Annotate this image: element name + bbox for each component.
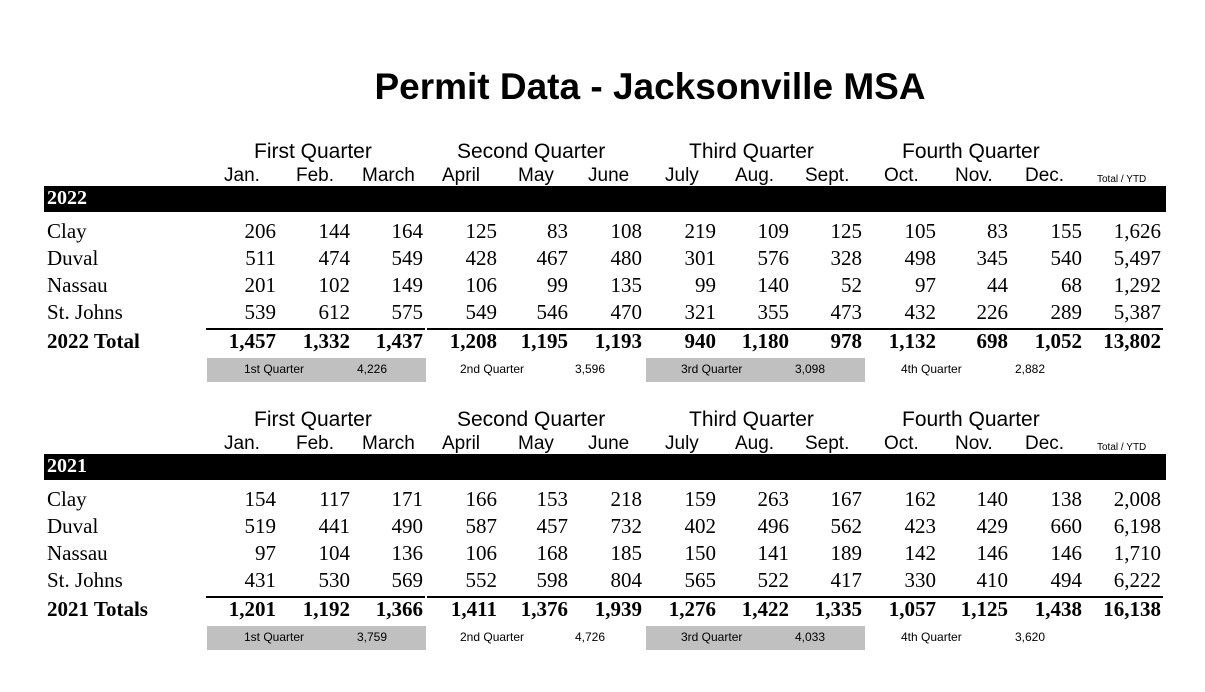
quarter-header: First Quarter [254,408,372,431]
totals-cell: 1,939 [594,597,642,621]
table-cell: 136 [391,541,423,565]
table-cell: 44 [987,273,1008,297]
table-cell: 457 [536,514,568,538]
month-header: Jan. [224,165,260,186]
table-cell: 167 [830,487,862,511]
table-cell: 612 [318,300,350,324]
table-cell: 441 [318,514,350,538]
table-cell: 219 [684,219,716,243]
county-label: Nassau [47,273,108,297]
quarter-summary-value: 4,726 [575,630,606,644]
quarter-summary-box [207,626,426,650]
quarter-summary-label: 1st Quarter [244,362,305,376]
table-cell: 117 [319,487,350,511]
table-cell: 109 [757,219,789,243]
totals-cell: 1,332 [302,329,350,353]
table-cell: 480 [610,246,642,270]
table-cell: 328 [830,246,862,270]
table-cell: 498 [904,246,936,270]
table-cell: 562 [830,514,862,538]
table-cell: 99 [547,273,568,297]
table-cell: 431 [244,568,276,592]
totals-row [0,597,1205,624]
quarter-summary-value: 2,882 [1015,362,1046,376]
quarter-header: Fourth Quarter [902,140,1040,163]
table-cell: 410 [976,568,1008,592]
quarter-header: First Quarter [254,140,372,163]
table-cell: 575 [391,300,423,324]
row-total-cell: 5,497 [1113,246,1161,270]
page-title: Permit Data - Jacksonville MSA [374,66,926,107]
table-cell: 289 [1050,300,1082,324]
row-total-cell: 2,008 [1113,487,1161,511]
table-cell: 732 [610,514,642,538]
totals-cell: 1,132 [888,329,936,353]
month-header: Dec. [1025,433,1065,454]
total-ytd-header: Total / YTD [1097,442,1147,453]
month-header: June [588,165,630,186]
totals-cell: 1,276 [668,597,716,621]
totals-cell: 1,193 [594,329,642,353]
totals-cell: 1,422 [741,597,789,621]
table-cell: 146 [976,541,1008,565]
quarter-summary-value: 3,098 [795,362,826,376]
totals-cell: 1,376 [520,597,568,621]
table-cell: 108 [610,219,642,243]
quarter-summary-box [865,358,1084,382]
table-row [0,300,1205,327]
table-cell: 587 [465,514,497,538]
table-cell: 218 [610,487,642,511]
quarter-summary-value: 4,226 [357,362,388,376]
table-cell: 97 [915,273,936,297]
totals-cell: 1,052 [1034,329,1082,353]
table-cell: 540 [1050,246,1082,270]
table-cell: 546 [536,300,568,324]
quarter-header: Third Quarter [689,140,814,163]
table-cell: 598 [536,568,568,592]
quarter-summary-box [207,358,426,382]
table-cell: 164 [391,219,423,243]
table-cell: 125 [830,219,862,243]
table-cell: 496 [757,514,789,538]
year-section-2022 [0,140,1205,376]
table-cell: 539 [244,300,276,324]
table-cell: 530 [318,568,350,592]
table-cell: 522 [757,568,789,592]
table-cell: 106 [465,541,497,565]
quarter-summary-value: 3,596 [575,362,606,376]
table-cell: 83 [987,219,1008,243]
month-header: Oct. [884,165,919,186]
row-total-cell: 1,710 [1113,541,1161,565]
table-row [0,568,1205,595]
quarter-header: Fourth Quarter [902,408,1040,431]
table-cell: 576 [757,246,789,270]
table-cell: 432 [904,300,936,324]
table-cell: 140 [757,273,789,297]
month-header: June [588,433,630,454]
table-cell: 402 [684,514,716,538]
quarter-summary-box [646,626,865,650]
table-cell: 159 [684,487,716,511]
totals-cell: 1,125 [960,597,1008,621]
table-cell: 52 [841,273,862,297]
table-cell: 470 [610,300,642,324]
table-cell: 345 [976,246,1008,270]
month-header: Oct. [884,433,919,454]
county-label: Clay [47,219,87,243]
table-cell: 804 [610,568,642,592]
month-header: May [518,165,554,186]
table-cell: 321 [684,300,716,324]
table-cell: 474 [318,246,350,270]
quarter-summary-box [646,358,865,382]
quarter-summary-value: 3,759 [357,630,388,644]
table-cell: 102 [318,273,350,297]
quarter-summary-box [427,626,646,650]
county-label: Nassau [47,541,108,565]
totals-cell: 698 [976,329,1008,353]
month-header: July [665,433,699,454]
county-label: Clay [47,487,87,511]
year-bar [44,186,1166,212]
table-cell: 171 [391,487,423,511]
table-cell: 83 [547,219,568,243]
totals-cell: 1,457 [228,329,276,353]
totals-cell: 1,192 [302,597,350,621]
totals-cell: 1,411 [450,597,497,621]
table-cell: 226 [976,300,1008,324]
month-header: Sept. [805,433,850,454]
grand-total-cell: 16,138 [1103,597,1161,621]
totals-cell: 1,057 [888,597,936,621]
table-row [0,514,1205,541]
table-cell: 473 [830,300,862,324]
table-row [0,273,1205,300]
table-cell: 105 [904,219,936,243]
row-total-cell: 1,292 [1113,273,1161,297]
table-cell: 519 [244,514,276,538]
county-label: Duval [47,246,99,270]
grand-total-cell: 13,802 [1103,329,1161,353]
table-cell: 549 [391,246,423,270]
table-cell: 206 [244,219,276,243]
table-row [0,541,1205,568]
table-cell: 490 [391,514,423,538]
table-cell: 168 [536,541,568,565]
row-total-cell: 1,626 [1113,219,1161,243]
table-cell: 99 [695,273,716,297]
table-cell: 189 [830,541,862,565]
month-header: April [442,165,481,186]
table-cell: 154 [244,487,276,511]
total-ytd-header: Total / YTD [1097,174,1147,185]
table-cell: 140 [976,487,1008,511]
month-header: Sept. [805,165,850,186]
table-cell: 141 [757,541,789,565]
table-cell: 138 [1050,487,1082,511]
month-header: Nov. [955,433,993,454]
quarter-header: Second Quarter [457,408,606,431]
county-label: St. Johns [47,568,123,592]
month-header: Aug. [735,165,775,186]
quarter-summary-label: 4th Quarter [901,630,962,644]
quarter-summary-box [865,626,1084,650]
table-cell: 142 [904,541,936,565]
quarter-summary-label: 3rd Quarter [681,630,743,644]
month-header: Aug. [735,433,775,454]
table-cell: 149 [391,273,423,297]
table-cell: 494 [1050,568,1082,592]
table-cell: 106 [465,273,497,297]
month-header: March [362,165,415,186]
table-cell: 150 [684,541,716,565]
table-row [0,246,1205,273]
table-cell: 511 [245,246,276,270]
month-header: Feb. [296,433,335,454]
totals-cell: 1,201 [228,597,276,621]
table-cell: 552 [465,568,497,592]
table-cell: 162 [904,487,936,511]
table-cell: 423 [904,514,936,538]
totals-cell: 1,195 [520,329,568,353]
month-header: April [442,433,481,454]
month-header: March [362,433,415,454]
table-cell: 125 [465,219,497,243]
table-cell: 428 [465,246,497,270]
table-cell: 144 [318,219,350,243]
table-cell: 467 [536,246,568,270]
table-cell: 155 [1050,219,1082,243]
table-cell: 153 [536,487,568,511]
table-cell: 97 [255,541,276,565]
table-row [0,219,1205,246]
table-cell: 660 [1050,514,1082,538]
row-total-cell: 5,387 [1113,300,1161,324]
totals-cell: 1,438 [1034,597,1082,621]
table-cell: 429 [976,514,1008,538]
table-cell: 569 [391,568,423,592]
table-cell: 263 [757,487,789,511]
month-header: Nov. [955,165,993,186]
totals-label: 2021 Totals [47,597,148,621]
table-cell: 355 [757,300,789,324]
table-cell: 146 [1050,541,1082,565]
totals-label: 2022 Total [47,329,140,353]
table-cell: 68 [1061,273,1082,297]
quarter-summary-value: 3,620 [1015,630,1046,644]
quarter-summary-value: 4,033 [795,630,826,644]
month-header: Jan. [224,433,260,454]
table-cell: 185 [610,541,642,565]
quarter-summary-label: 1st Quarter [244,630,305,644]
county-label: St. Johns [47,300,123,324]
table-cell: 565 [684,568,716,592]
month-header: Dec. [1025,165,1065,186]
quarter-header: Third Quarter [689,408,814,431]
quarter-summary-label: 2nd Quarter [460,630,525,644]
year-bar [44,454,1166,480]
quarter-summary-label: 3rd Quarter [681,362,743,376]
row-total-cell: 6,222 [1113,568,1161,592]
county-label: Duval [47,514,99,538]
quarter-summary-box [427,358,646,382]
quarter-header: Second Quarter [457,140,606,163]
table-cell: 301 [684,246,716,270]
month-header: May [518,433,554,454]
quarter-summary-label: 4th Quarter [901,362,962,376]
year-label: 2022 [47,187,87,209]
table-cell: 166 [465,487,497,511]
quarter-summary-label: 2nd Quarter [460,362,525,376]
row-total-cell: 6,198 [1113,514,1161,538]
table-cell: 417 [830,568,862,592]
totals-cell: 1,208 [449,329,497,353]
month-header: July [665,165,699,186]
table-cell: 549 [465,300,497,324]
table-cell: 135 [610,273,642,297]
totals-row [0,329,1205,356]
table-cell: 201 [244,273,276,297]
table-row [0,487,1205,514]
year-label: 2021 [47,455,87,477]
year-section-2021 [0,408,1205,644]
totals-cell: 940 [684,329,716,353]
totals-cell: 1,335 [814,597,862,621]
totals-cell: 1,366 [375,597,423,621]
totals-cell: 1,437 [375,329,423,353]
table-cell: 104 [318,541,350,565]
month-header: Feb. [296,165,335,186]
totals-cell: 1,180 [741,329,789,353]
table-cell: 330 [904,568,936,592]
totals-cell: 978 [830,329,862,353]
